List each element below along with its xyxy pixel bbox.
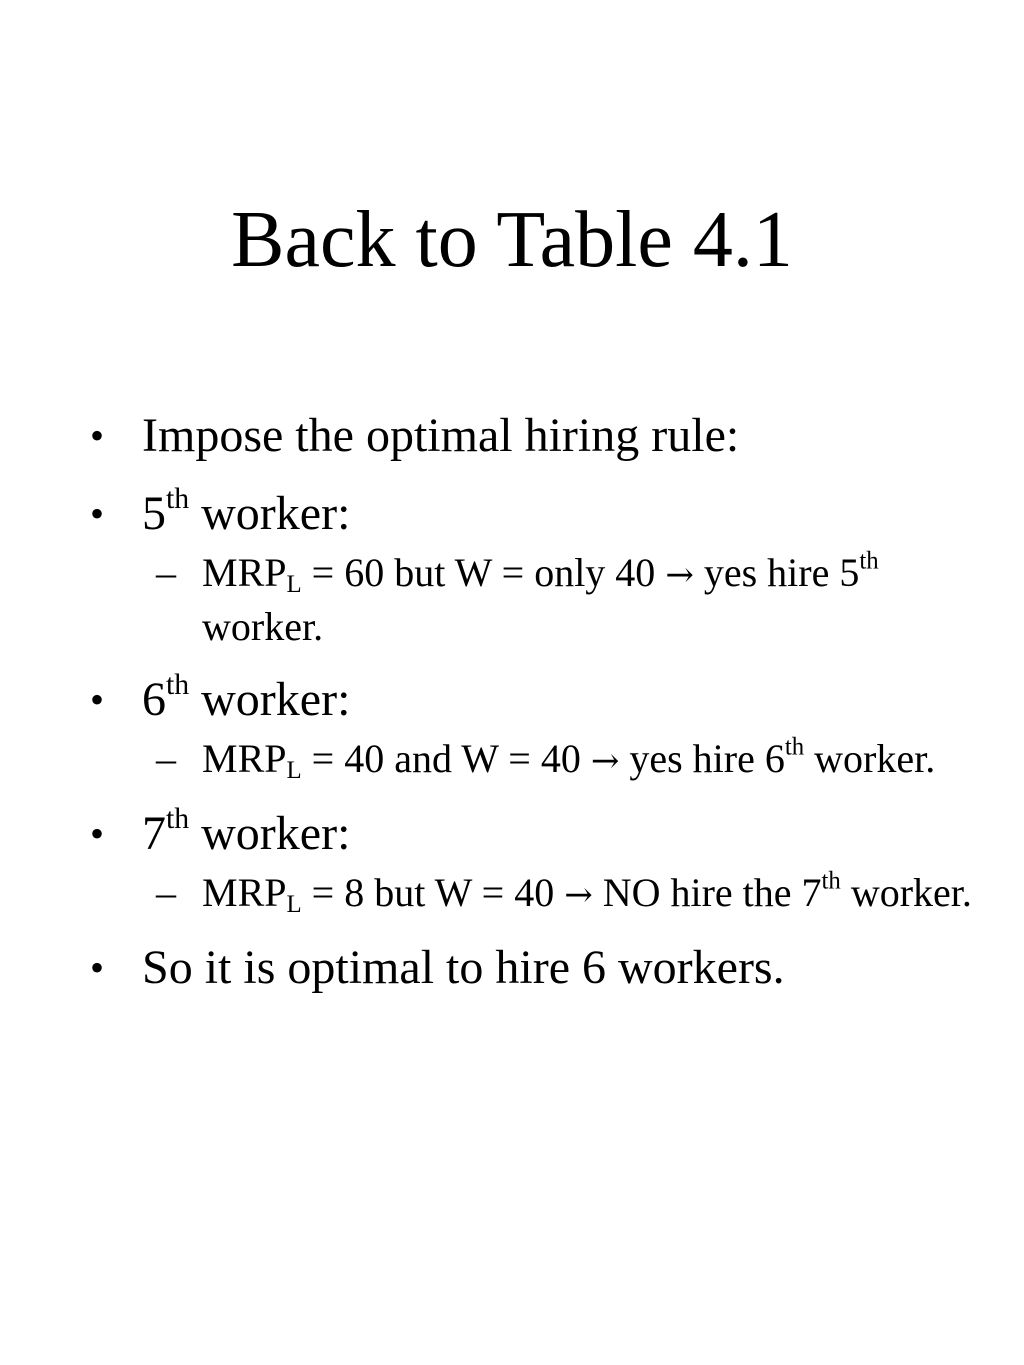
bullet-item-conclusion (88, 937, 988, 999)
bullet-text: Impose the optimal hiring rule: (142, 409, 740, 462)
ordinal-number: 7 (801, 870, 822, 915)
bullet-marker: • (90, 811, 105, 856)
mrp-label: MRP (202, 736, 287, 781)
sub-text: = 60 but W = only 40 (301, 550, 666, 595)
ordinal-suffix: th (166, 802, 190, 836)
ordinal-suffix: th (166, 668, 190, 702)
ordinal-suffix: th (784, 733, 805, 761)
sub-text: = 8 but W = 40 (301, 870, 565, 915)
ordinal-suffix: th (859, 547, 879, 575)
bullet-marker: • (90, 491, 105, 536)
arrow-icon: → (564, 875, 593, 915)
arrow-icon: → (590, 741, 620, 781)
bullet-marker: • (90, 677, 105, 722)
bullet-text: So it is optimal to hire 6 workers. (142, 941, 785, 994)
ordinal-suffix: th (166, 482, 190, 516)
sub-list (88, 867, 988, 921)
bullet-item-6th-worker (88, 669, 988, 787)
sub-marker: – (156, 870, 176, 915)
bullet-marker: • (90, 413, 105, 458)
ordinal-number: 7 (142, 807, 166, 860)
sub-text: worker. (804, 736, 936, 781)
bullet-item-7th-worker (88, 803, 988, 921)
sub-list (88, 733, 988, 787)
sub-item-5th-worker (88, 547, 988, 653)
ordinal-number: 6 (142, 673, 166, 726)
bullet-marker: • (90, 945, 105, 990)
sub-list (88, 547, 988, 653)
ordinal-number: 5 (839, 550, 860, 595)
sub-marker: – (156, 550, 176, 595)
ordinal-number: 6 (764, 736, 785, 781)
slide-title: Back to Table 4.1 (231, 196, 793, 284)
ordinal-suffix: th (821, 867, 841, 895)
arrow-icon: → (665, 555, 694, 595)
bullet-text: worker: (189, 807, 351, 860)
mrp-label: MRP (202, 870, 287, 915)
mrp-subscript: L (286, 757, 302, 785)
bullet-text: worker: (189, 673, 351, 726)
mrp-label: MRP (202, 550, 287, 595)
sub-item-7th-worker (88, 867, 988, 921)
sub-text: = 40 and W = 40 (301, 736, 591, 781)
sub-text: yes hire (619, 736, 765, 781)
sub-marker: – (156, 736, 176, 781)
bullet-text: worker: (189, 487, 351, 540)
bullet-list (88, 405, 988, 1015)
sub-item-6th-worker (88, 733, 988, 787)
bullet-item-hiring-rule (88, 405, 988, 467)
sub-text: yes hire (693, 550, 840, 595)
sub-text: worker. (202, 604, 324, 649)
ordinal-number: 5 (142, 487, 166, 540)
mrp-subscript: L (286, 571, 302, 599)
mrp-subscript: L (286, 891, 302, 919)
sub-text: NO hire the (592, 870, 802, 915)
sub-text: worker. (840, 870, 972, 915)
bullet-item-5th-worker (88, 483, 988, 653)
